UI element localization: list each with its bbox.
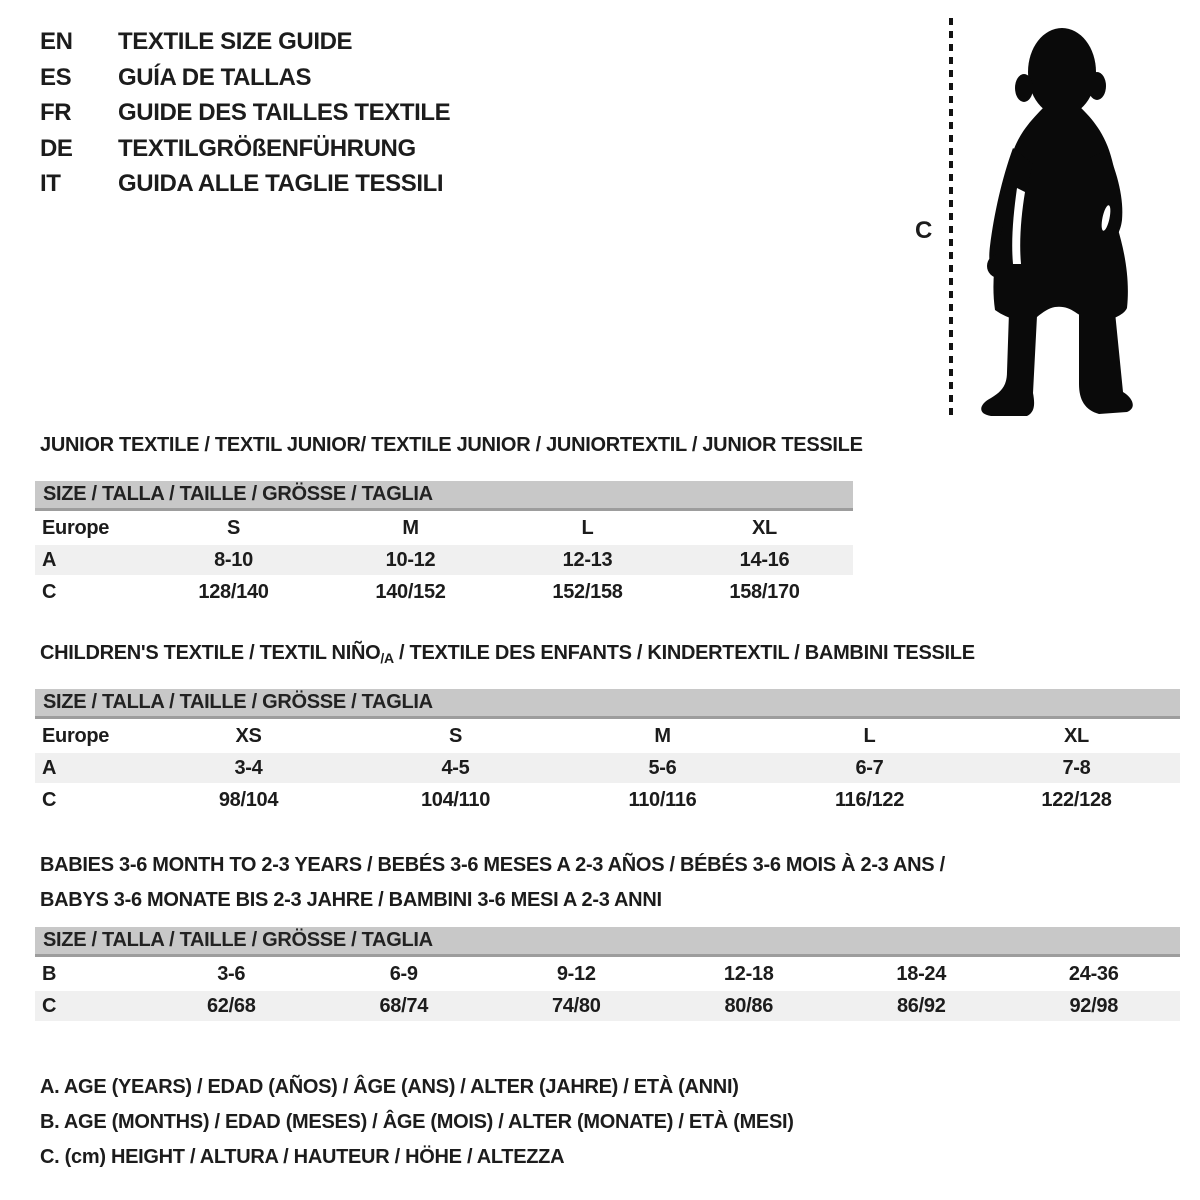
table-cell: XL: [1064, 725, 1089, 747]
table-row: [35, 721, 1180, 751]
language-code: ES: [40, 63, 72, 91]
babies-section-title: [40, 848, 945, 918]
junior-size-table: [35, 481, 853, 607]
table-cell: XS: [235, 725, 262, 747]
language-code: IT: [40, 170, 61, 197]
children-title-subscript: /A: [380, 650, 394, 666]
table-cell: 140/152: [375, 581, 446, 603]
children-title-prefix: CHILDREN'S TEXTILE / TEXTIL NIÑO: [40, 642, 381, 664]
row-label: C: [42, 581, 57, 603]
table-cell: 68/74: [379, 995, 429, 1017]
toddler-silhouette-image: [967, 20, 1157, 420]
row-label: C: [42, 789, 57, 811]
language-row-it: [40, 166, 450, 202]
babies-title-line1: BABIES 3-6 MONTH TO 2-3 YEARS / BEBÉS 3-6 MESES A 2-3 AÑOS / BÉBÉS 3-6 MOIS À 2-3 ANS /: [40, 854, 945, 876]
table-cell: 14-16: [739, 549, 790, 571]
language-code: DE: [40, 134, 73, 162]
language-row-en: [40, 24, 450, 60]
table-cell: 128/140: [198, 581, 269, 603]
children-size-table: [35, 689, 1180, 815]
size-header-bar: SIZE / TALLA / TAILLE / GRÖSSE / TAGLIA: [35, 927, 1180, 957]
size-header-bar: SIZE / TALLA / TAILLE / GRÖSSE / TAGLIA: [35, 689, 1180, 719]
language-row-fr: [40, 95, 450, 131]
height-dashed-line: [949, 18, 953, 418]
table-cell: M: [654, 725, 671, 747]
table-row: [35, 991, 1180, 1021]
table-cell: 158/170: [729, 581, 800, 603]
children-section-title: [40, 642, 975, 666]
table-cell: 98/104: [218, 789, 279, 811]
language-title: TEXTILE SIZE GUIDE: [118, 28, 353, 55]
size-header-bar: SIZE / TALLA / TAILLE / GRÖSSE / TAGLIA: [35, 481, 853, 511]
table-row: [35, 959, 1180, 989]
table-row: [35, 513, 853, 543]
language-title: GUÍA DE TALLAS: [118, 63, 312, 91]
junior-section-title: JUNIOR TEXTILE / TEXTIL JUNIOR/ TEXTILE JUNIOR / JUNIORTEXTIL / JUNIOR TESSILE: [40, 434, 863, 456]
table-cell: 152/158: [552, 581, 623, 603]
table-cell: 9-12: [556, 963, 596, 985]
table-cell: 122/128: [1041, 789, 1112, 811]
table-cell: 62/68: [206, 995, 256, 1017]
table-cell: 3-6: [217, 963, 246, 985]
table-cell: 80/86: [724, 995, 774, 1017]
children-title-suffix: / TEXTILE DES ENFANTS / KINDERTEXTIL / BAMBINI TESSILE: [393, 642, 975, 664]
table-cell: 116/122: [834, 789, 905, 811]
table-cell: 10-12: [385, 549, 436, 571]
row-label: B: [42, 963, 57, 985]
language-title: GUIDE DES TAILLES TEXTILE: [118, 99, 451, 126]
legend-line-a: A. AGE (YEARS) / EDAD (AÑOS) / ÂGE (ANS) / ALTER (JAHRE) / ETÀ (ANNI): [40, 1076, 739, 1098]
table-cell: 5-6: [648, 757, 677, 779]
table-cell: 12-18: [723, 963, 774, 985]
table-cell: L: [863, 725, 876, 747]
table-cell: 104/110: [420, 789, 491, 811]
table-cell: S: [448, 725, 463, 747]
row-label: A: [42, 549, 57, 571]
table-cell: S: [226, 517, 241, 539]
row-label: Europe: [42, 725, 110, 747]
table-cell: 92/98: [1069, 995, 1119, 1017]
language-row-de: [40, 131, 450, 167]
row-label: Europe: [42, 517, 110, 539]
height-c-label: C: [915, 217, 933, 244]
table-cell: 86/92: [896, 995, 946, 1017]
height-measure-figure: [905, 15, 1165, 425]
language-title: TEXTILGRÖßENFÜHRUNG: [118, 134, 416, 162]
legend-line-c: C. (cm) HEIGHT / ALTURA / HAUTEUR / HÖHE / ALTEZZA: [40, 1146, 565, 1168]
language-code: FR: [40, 99, 72, 126]
table-cell: 7-8: [1062, 757, 1091, 779]
table-cell: M: [402, 517, 419, 539]
table-cell: 12-13: [562, 549, 613, 571]
row-label: A: [42, 757, 57, 779]
table-cell: 4-5: [441, 757, 470, 779]
table-cell: 18-24: [896, 963, 947, 985]
language-code: EN: [40, 28, 73, 55]
table-cell: 6-9: [389, 963, 418, 985]
table-cell: L: [581, 517, 594, 539]
table-cell: XL: [752, 517, 777, 539]
language-title: GUIDA ALLE TAGLIE TESSILI: [118, 170, 444, 197]
row-label: C: [42, 995, 57, 1017]
language-title-list: [40, 24, 450, 202]
measurement-legend: [40, 1070, 794, 1175]
table-cell: 110/116: [628, 789, 697, 811]
babies-size-table: [35, 927, 1180, 1021]
babies-title-line2: BABYS 3-6 MONATE BIS 2-3 JAHRE / BAMBINI 3-6 MESI A 2-3 ANNI: [40, 889, 662, 911]
table-cell: 74/80: [551, 995, 601, 1017]
table-row: [35, 545, 853, 575]
table-cell: 3-4: [234, 757, 263, 779]
table-cell: 24-36: [1068, 963, 1119, 985]
table-row: [35, 785, 1180, 815]
language-row-es: [40, 60, 450, 96]
legend-line-b: B. AGE (MONTHS) / EDAD (MESES) / ÂGE (MOIS) / ALTER (MONATE) / ETÀ (MESI): [40, 1111, 794, 1133]
table-row: [35, 753, 1180, 783]
table-cell: 6-7: [855, 757, 884, 779]
table-row: [35, 577, 853, 607]
table-cell: 8-10: [214, 549, 253, 571]
